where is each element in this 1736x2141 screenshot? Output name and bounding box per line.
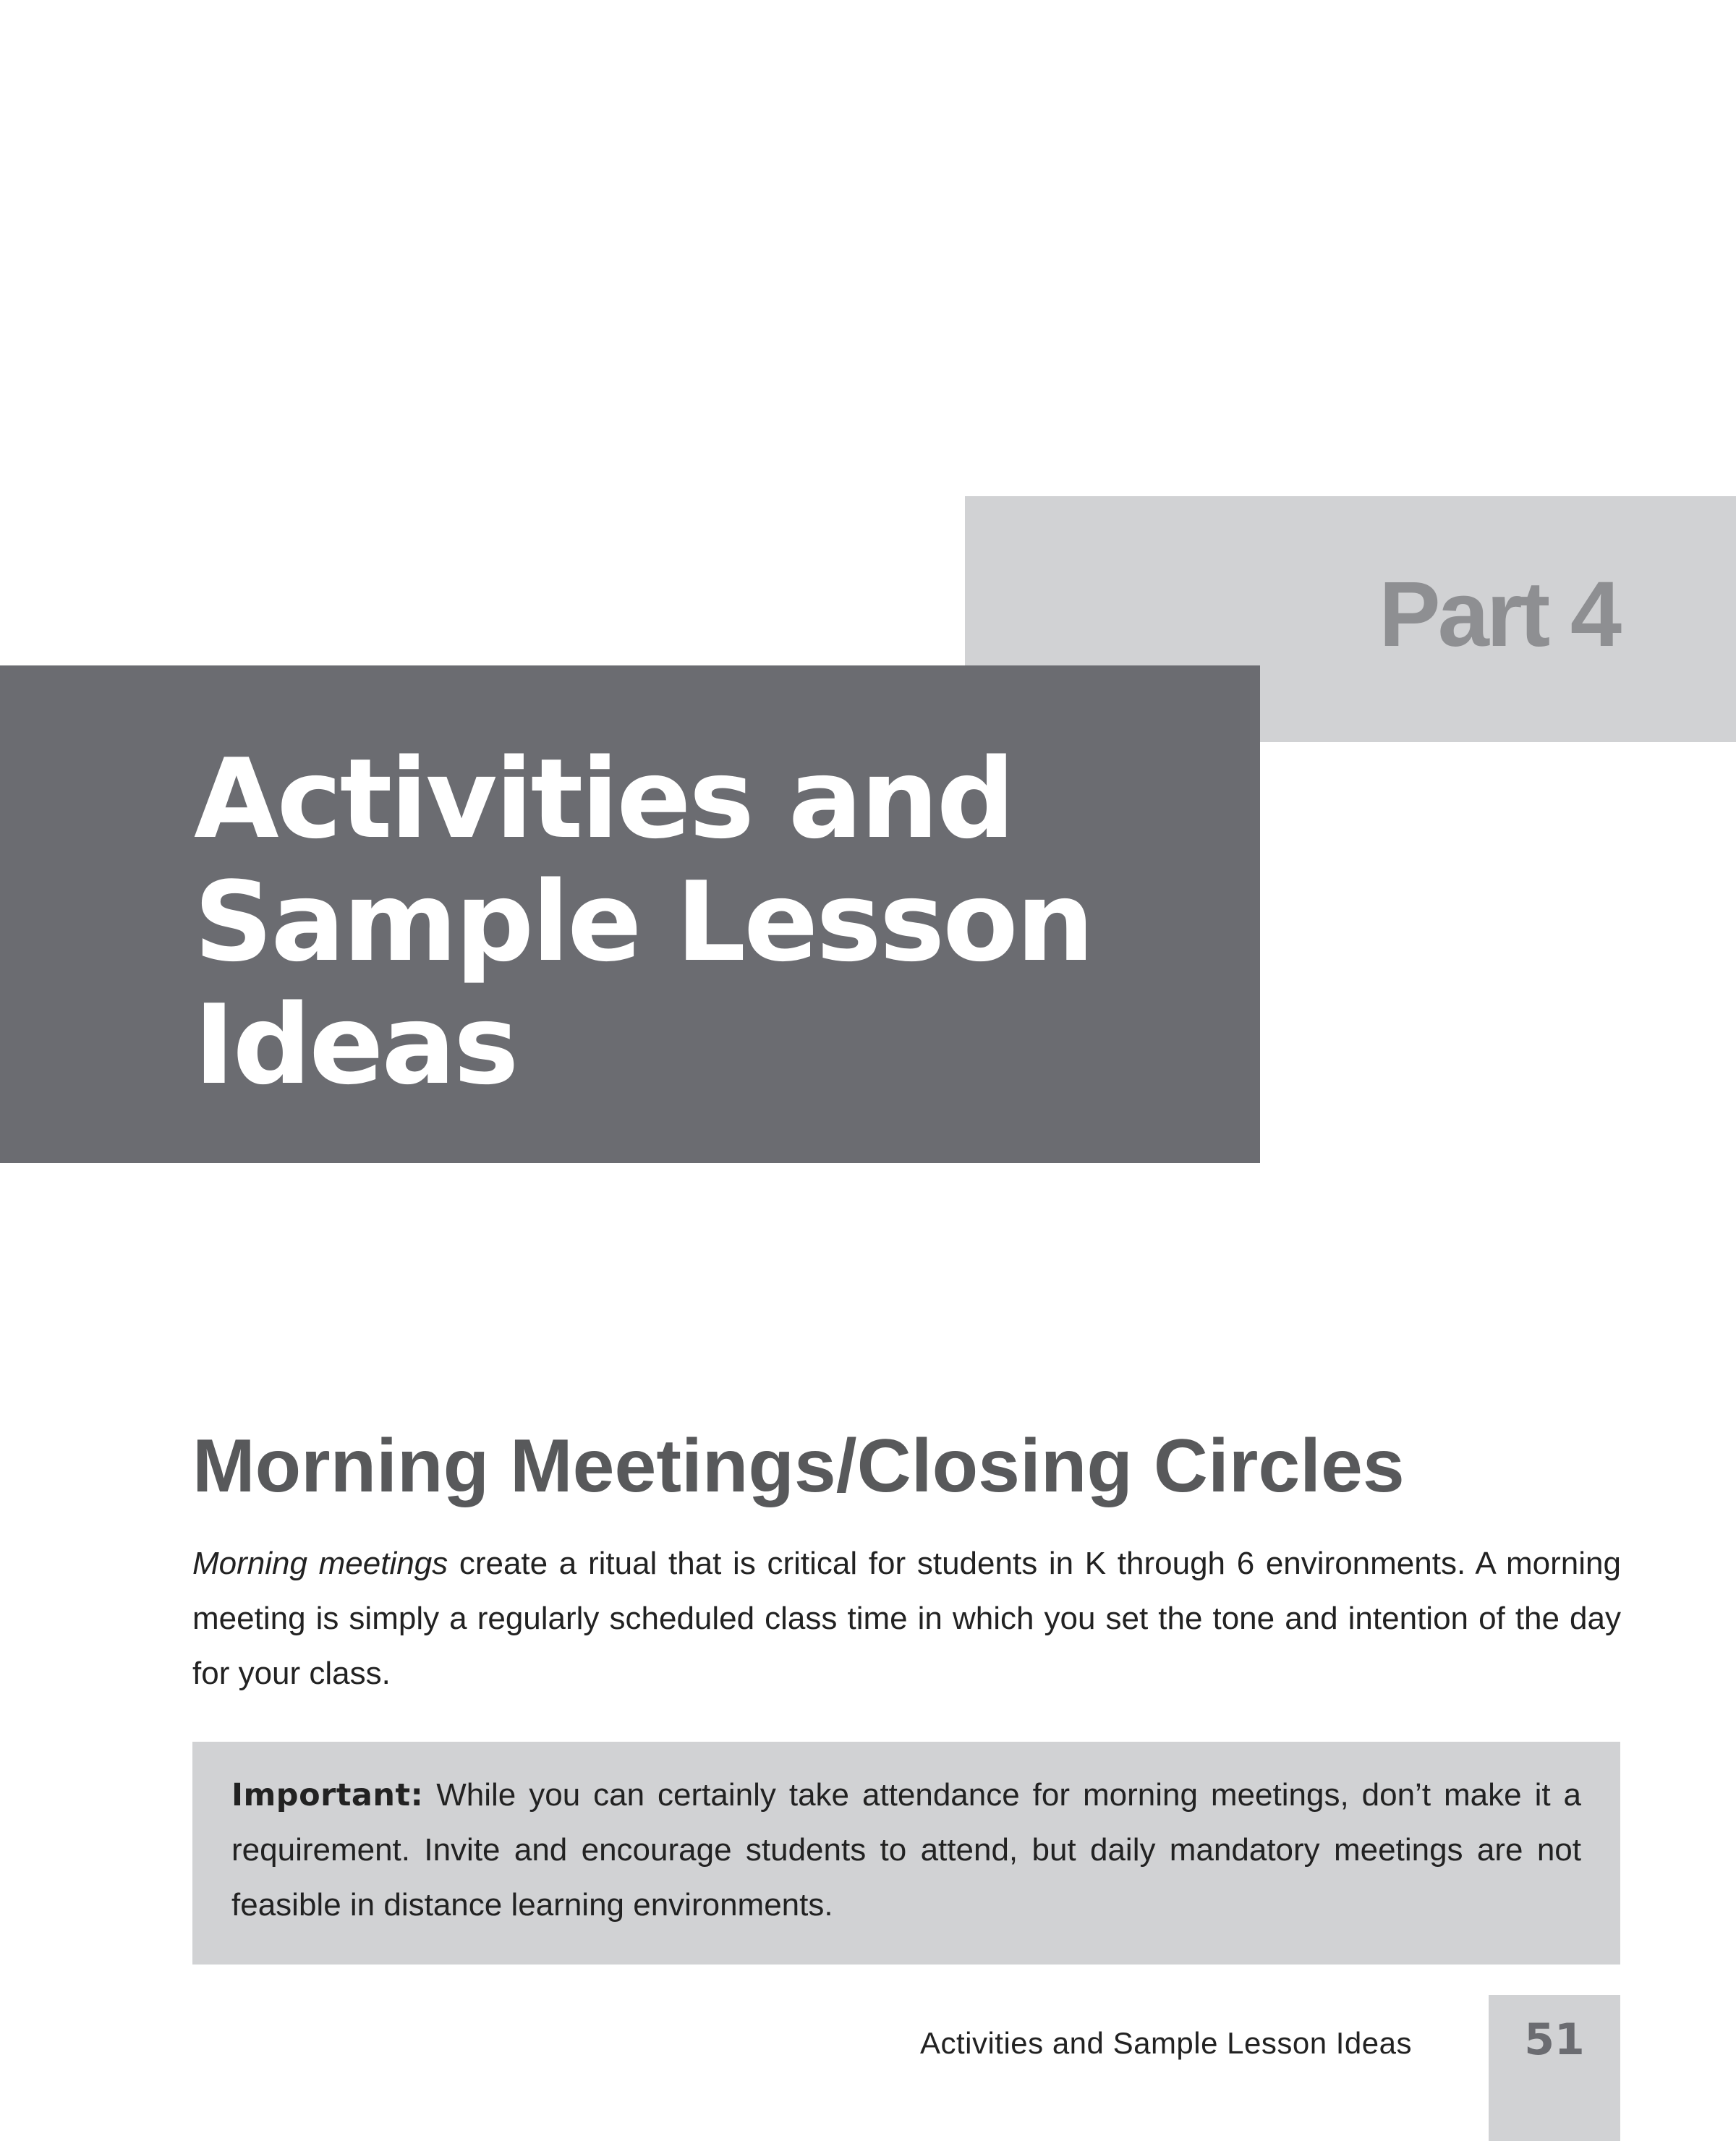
- chapter-title-line-3: Ideas: [194, 981, 517, 1109]
- chapter-title-line-1: Activities and: [194, 735, 1013, 863]
- running-footer-title: Activities and Sample Lesson Ideas: [919, 2026, 1412, 2060]
- callout-paragraph: [231, 1768, 1581, 1933]
- callout-body: While you can certainly take attendance for morning meetings, don’t make it a requirement. Invite and encourage students to attend, but daily mandatory meetings are not feasible in distance learning environments.: [231, 1777, 1581, 1923]
- chapter-title-line-2: Sample Lesson: [194, 858, 1092, 986]
- intro-paragraph: [192, 1536, 1621, 1701]
- chapter-title-banner: [0, 665, 1260, 1163]
- part-label: Part 4: [1379, 563, 1619, 666]
- important-callout: [192, 1742, 1620, 1965]
- section-heading: Morning Meetings/Closing Circles: [192, 1424, 1405, 1508]
- intro-italic-term: Morning meetings: [192, 1546, 448, 1581]
- chapter-title: [194, 735, 1092, 1109]
- page-number: 51: [1524, 2014, 1585, 2065]
- intro-body: create a ritual that is critical for students in K through 6 environments. A morning meeting is simply a regularly scheduled class time in which you set the tone and intention of the day for your class.: [192, 1546, 1621, 1691]
- page-number-tab: [1489, 1995, 1620, 2141]
- callout-label: Important:: [231, 1777, 424, 1813]
